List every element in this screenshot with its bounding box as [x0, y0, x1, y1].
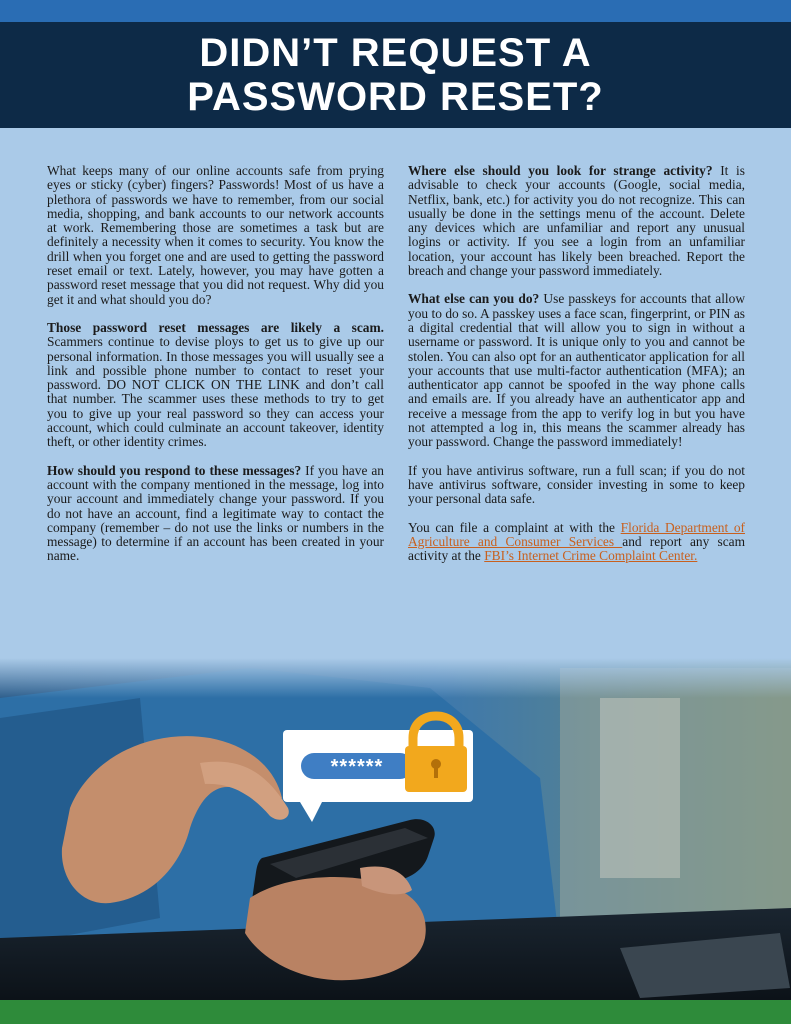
photo-illustration	[0, 658, 791, 1000]
fdacs-link[interactable]: Florida Department of Agriculture and Consumer Services	[408, 519, 745, 549]
passkey-body: Use passkeys for accounts that allow you to do so. A passkey uses a face scan, fingerprint, or PIN as a digital credential that will allow you to sign in without a username or password. It is unique only to you and cannot be stolen. You can also opt for an authenticator application for all your accounts that use multi-factor authentication (MFA); an authenticator app cannot be spoofed in the way phone calls and emails are. If you already have an authenticator app and receive a message from the app to verify log in but you have not attempted a log in, this means the scammer already has your password. Change the password immediately!	[408, 291, 746, 450]
passkey-paragraph	[408, 292, 745, 449]
respond-heading: How should you respond to these messages?	[47, 462, 302, 478]
intro-paragraph: What keeps many of our online accounts safe from prying eyes or sticky (cyber) fingers? Passwords! Most of us have a plethora of passwords we have to remember, from our social media, shopping, and bank accounts to our network accounts at work. Remembering those are sometimes a task but are definitely a necessity when it comes to security. You know the drill when you forget one and are used to getting the password reset email or text. Lately, however, you may have gotten a password reset message that you did not request. Why did you get it and what should you do?	[47, 163, 384, 307]
right-column	[408, 164, 745, 577]
article-body	[0, 128, 791, 658]
page-title-line-2: PASSWORD RESET?	[187, 75, 604, 119]
background-window	[600, 698, 680, 878]
left-column	[47, 164, 384, 578]
scam-body: Scammers continue to devise ploys to get us to give up our personal information. In those messages you will usually see a link and possible phone number to contact to reset your password. DO NOT CLICK ON THE LINK and don’t call that number. The scammer uses these methods to try to get you to give up your real password so they can access your account, which could culminate an account takeover, identity theft, or other identity crimes.	[47, 334, 384, 450]
page-title-line-1: DIDN’T REQUEST A	[199, 31, 592, 75]
ic3-link[interactable]: FBI’s Internet Crime Complaint Center.	[484, 548, 698, 564]
respond-paragraph	[47, 464, 384, 564]
bottom-accent-strip	[0, 1000, 791, 1024]
scam-heading: Those password reset messages are likely a scam.	[47, 319, 384, 335]
scam-paragraph	[47, 321, 384, 450]
password-mask: ******	[330, 756, 384, 778]
antivirus-paragraph: If you have antivirus software, run a full scan; if you do not have antivirus software, consider investing in some to keep your personal data safe.	[408, 462, 745, 507]
activity-paragraph	[408, 164, 745, 278]
activity-body: It is advisable to check your accounts (Google, social media, Netflix, bank, etc.) for activity you do not recognize. This can usually be done in the settings menu of the account. Delete any devices which are unfamiliar and report any unusual logins or activity. If you see a login from an unfamiliar location, your account has likely been breached. Report the breach and change your password immediately.	[408, 163, 745, 279]
phone-security-photo	[0, 658, 791, 1000]
complaint-pre: You can file a complaint at with the	[408, 519, 621, 535]
respond-body: If you have an account with the company mentioned in the message, log into your account and immediately change your password. If you do not have an account, find a legitimate way to contact the company (remember – do not use the links or numbers in the message) to determine if an account has been created in your name.	[47, 462, 384, 564]
complaint-paragraph	[408, 521, 745, 564]
keyhole-slot	[434, 766, 438, 778]
photo-fade	[0, 658, 791, 698]
top-accent-strip	[0, 0, 791, 22]
title-banner	[0, 22, 791, 128]
complaint-mid: and report any scam activity at the	[408, 533, 746, 564]
activity-heading: Where else should you look for strange activity?	[408, 163, 713, 178]
passkey-heading: What else can you do?	[408, 291, 540, 307]
